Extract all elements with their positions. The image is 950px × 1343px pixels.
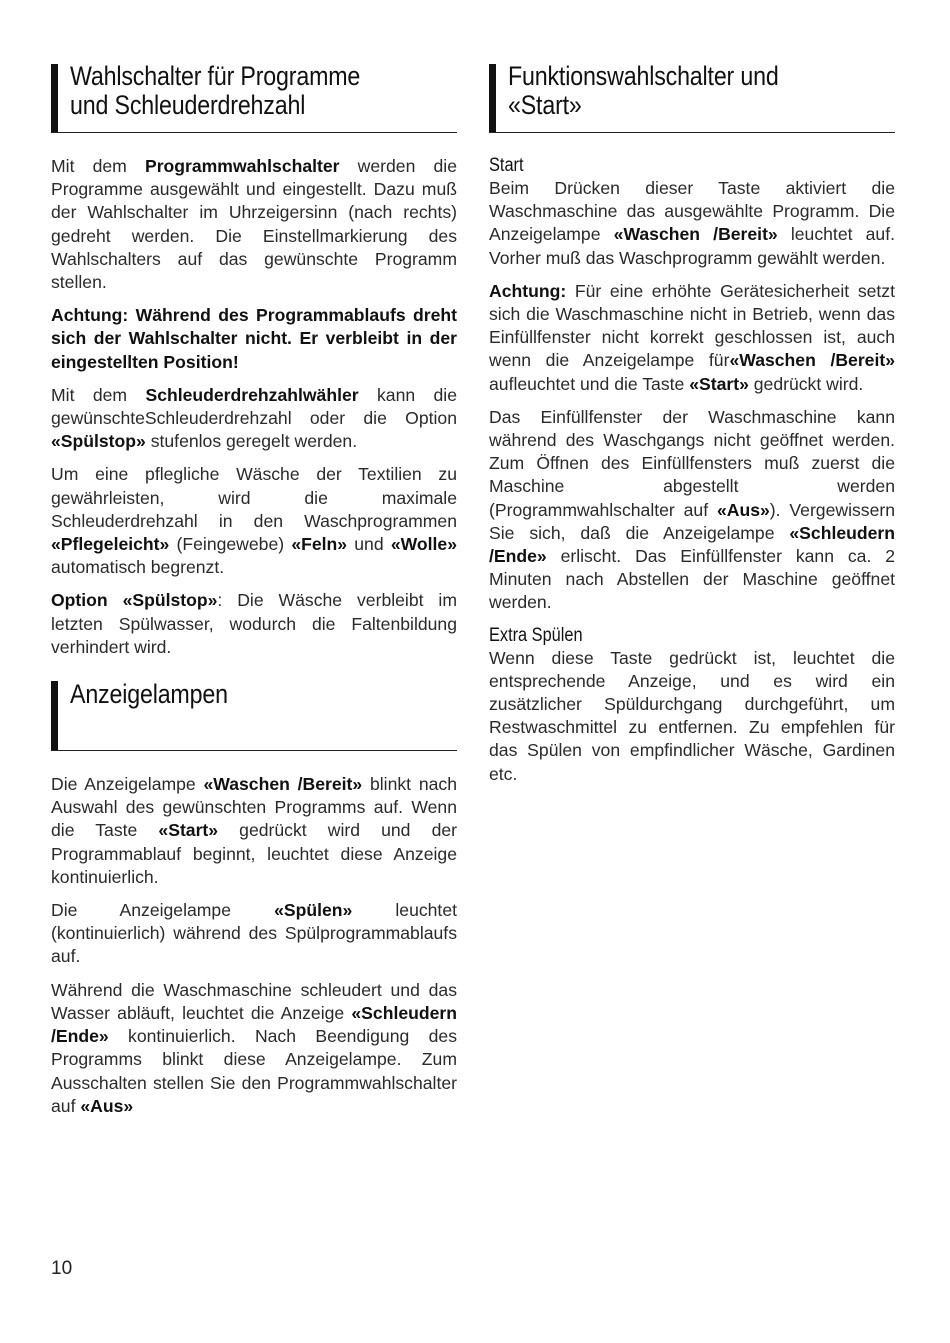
paragraph-schleuderdrehzahl: Mit dem Schleuderdrehzahlwähler kann die gewünschteSchleuderdrehzahl oder die Option «Spülstop» stufenlos geregelt werden. [51,384,457,452]
heading-wahlschalter: Wahlschalter für Programme und Schleuderdrehzahl [70,61,361,120]
section-heading-wahlschalter [51,60,457,133]
paragraph-programmwahlschalter: Mit dem Programmwahlschalter werden die Programme ausgewählt und eingestellt. Dazu muß der Wahlschalter im Uhrzeigersinn (nach rechts) gedreht werden. Die Einstellmarkierung des Wahlschalters auf das gewünschte Programm stellen. [51,156,457,293]
paragraph-option-spuelstop: Option «Spülstop»: Die Wäsche verbleibt im letzten Spülwasser, wodurch die Faltenbildung verhindert wird. [51,590,457,657]
subheading-start: Start [489,155,524,176]
warning-wahlschalter: Achtung: Während des Programmablaufs dreht sich der Wahlschalter nicht. Er verbleibt in der eingestellten Position! [51,305,457,372]
paragraph-waschen-bereit: Die Anzeigelampe «Waschen /Bereit» blinkt nach Auswahl des gewünschten Programms auf. Wenn die Taste «Start» gedrückt wird und der Programmablauf beginnt, leuchtet diese Anzeige kontinuierlich. [51,774,457,887]
section-heading-funktionswahlschalter [489,60,895,133]
paragraph-spuelen: Die Anzeigelampe «Spülen» leuchtet (kontinuierlich) während des Spülprogrammablaufs auf. [51,900,457,967]
left-column [51,60,457,1128]
paragraph-einfuellfenster: Das Einfüllfenster der Waschmaschine kann während des Waschgangs nicht geöffnet werden. Zum Öffnen des Einfüllfensters muß zuerst die Maschine abgestellt werden (Programmwahlschalter auf «Aus»). Vergewissern Sie sich, daß die Anzeigelampe «Schleudern /Ende» erlischt. Das Einfüllfenster kann ca. 2 Minuten nach Abstellen der Maschine geöffnet werden. [489,406,896,613]
paragraph-achtung-sicherheit: Achtung: Für eine erhöhte Gerätesicherheit setzt sich die Waschmaschine nicht in Betrieb, wenn das Einfüllfenster nicht korrekt geschlossen ist, auch wenn die Anzeigelampe für«Waschen /Bereit» aufleuchtet und die Taste «Start» gedrückt wird. [489,280,895,394]
heading-bar [51,681,58,750]
paragraph-schleudern-ende: Während die Waschmaschine schleudert und das Wasser abläuft, leuchtet die Anzeige «Schleudern /Ende» kontinuierlich. Nach Beendigung des Programms blinkt diese Anzeigelampe. Zum Ausschalten stellen Sie den Programmwahlschalter auf «Aus» [51,979,457,1116]
heading-bar [51,64,58,132]
right-column [489,60,895,796]
heading-anzeigelampen: Anzeigelampen [70,679,228,710]
paragraph-extra-spuelen: Wenn diese Taste gedrückt ist, leuchtet die entsprechende Anzeige, und es wird ein zusätzlicher Spüldurchgang durchgeführt, um Restwaschmittel zu entfernen. Zu empfehlen für das Spülen von empfindlicher Wäsche, Gardinen etc. [489,647,895,784]
subheading-extra-spuelen: Extra Spülen [489,624,583,646]
page-number: 10 [51,1258,73,1279]
paragraph-textilien: Um eine pflegliche Wäsche der Textilien zu gewährleisten, wird die maximale Schleuderdrehzahl in den Waschprogrammen «Pflegeleicht» (Feingewebe) «Feln» und «Wolle» automatisch begrenzt. [51,464,457,578]
heading-funktionswahlschalter: Funktionswahlschalter und «Start» [508,61,779,120]
paragraph-start: Beim Drücken dieser Taste aktiviert die Waschmaschine das ausgewählte Programm. Die Anzeigelampe «Waschen /Bereit» leuchtet auf. Vorher muß das Waschprogramm gewählt werden. [489,178,895,268]
section-heading-anzeigelampen [51,677,457,751]
heading-bar [489,64,496,132]
